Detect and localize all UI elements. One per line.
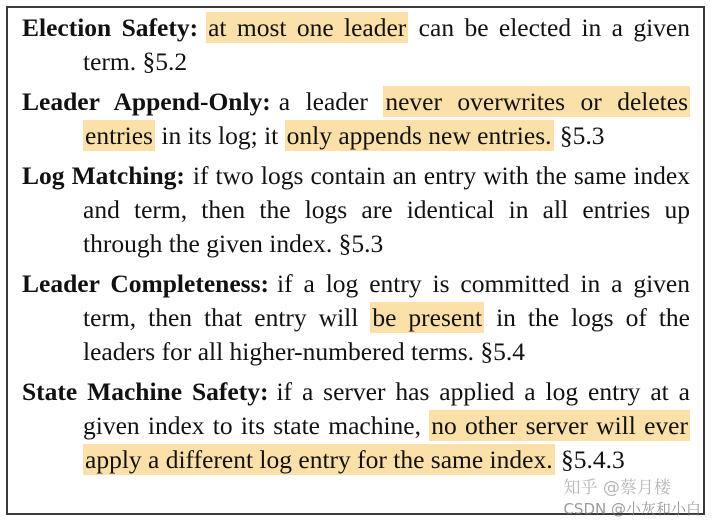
property-text: if a server has applied a log entry at a given index to its state machine, (83, 377, 690, 440)
property-text: §5.4.3 (554, 445, 625, 474)
highlighted-text: be present (372, 303, 483, 332)
property-name: Election Safety: (22, 13, 199, 42)
watermark (563, 473, 701, 519)
csdn-watermark: CSDN @小灰和小白 (563, 500, 701, 518)
property-item (22, 375, 690, 477)
property-text: in the logs of the leaders for all higher-numbered terms. §5.4 (83, 303, 691, 366)
property-item (22, 11, 690, 79)
property-text: can be elected in a given term. §5.2 (83, 13, 690, 76)
property-item (22, 267, 690, 369)
property-item (22, 85, 690, 153)
property-text: if a log entry is committed in a given term, then that entry will (83, 269, 690, 332)
property-name: Leader Completeness: (22, 269, 269, 298)
highlighted-text: only appends new entries. (286, 121, 552, 150)
highlighted-text: at most one leader (208, 13, 407, 42)
highlighted-text: never overwrites or deletes entries (85, 87, 689, 150)
property-text: if two logs contain an entry with the same index and term, then the logs are identical in all entries up through the given index. §5.3 (83, 161, 690, 258)
property-name: Log Matching: (22, 161, 185, 190)
zhihu-watermark: 知乎 @蔡月楼 (563, 478, 671, 498)
property-item (22, 159, 690, 261)
property-name: State Machine Safety: (22, 377, 269, 406)
highlighted-text: no other server will ever apply a different log entry for the same index. (85, 411, 688, 474)
properties-list (22, 11, 690, 483)
property-text: §5.3 (553, 121, 605, 150)
property-name: Leader Append-Only: (22, 87, 271, 116)
property-text: a leader (278, 87, 384, 116)
property-text: in its log; it (154, 121, 285, 150)
